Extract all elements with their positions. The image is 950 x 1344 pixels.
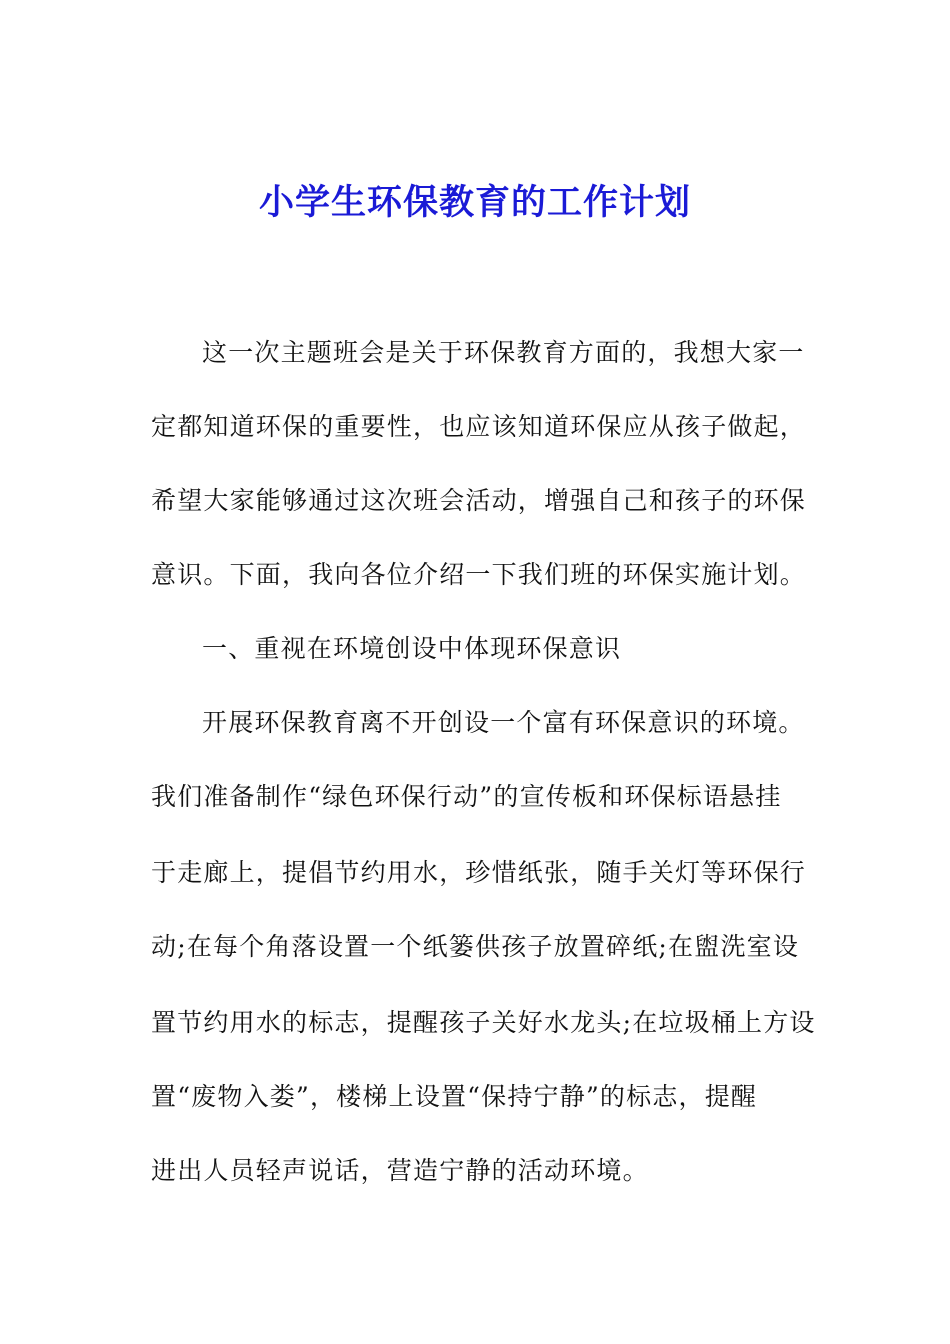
paragraph-line: 希望大家能够通过这次班会活动，增强自己和孩子的环保 (151, 486, 807, 515)
paragraph-line: 我们准备制作“绿色环保行动”的宣传板和环保标语悬挂 (151, 782, 782, 811)
paragraph-line: 于走廊上，提倡节约用水，珍惜纸张，随手关灯等环保行 (151, 858, 807, 887)
paragraph-line: 置节约用水的标志，提醒孩子关好水龙头;在垃圾桶上方设 (151, 1008, 816, 1037)
paragraph-line: 动;在每个角落设置一个纸篓供孩子放置碎纸;在盥洗室设 (151, 932, 800, 961)
document-title: 小学生环保教育的工作计划 (258, 182, 691, 223)
paragraph-line: 这一次主题班会是关于环保教育方面的，我想大家一 (202, 338, 805, 367)
paragraph-line: 开展环保教育离不开创设一个富有环保意识的环境。 (202, 708, 805, 737)
paragraph-line: 置“废物入娄”，楼梯上设置“保持宁静”的标志，提醒 (151, 1082, 758, 1111)
paragraph-line: 进出人员轻声说话，营造宁静的活动环境。 (151, 1156, 649, 1185)
paragraph-line: 意识。下面，我向各位介绍一下我们班的环保实施计划。 (151, 560, 807, 589)
section-heading: 一、重视在环境创设中体现环保意识 (202, 634, 622, 663)
paragraph-line: 定都知道环保的重要性，也应该知道环保应从孩子做起， (151, 412, 807, 441)
